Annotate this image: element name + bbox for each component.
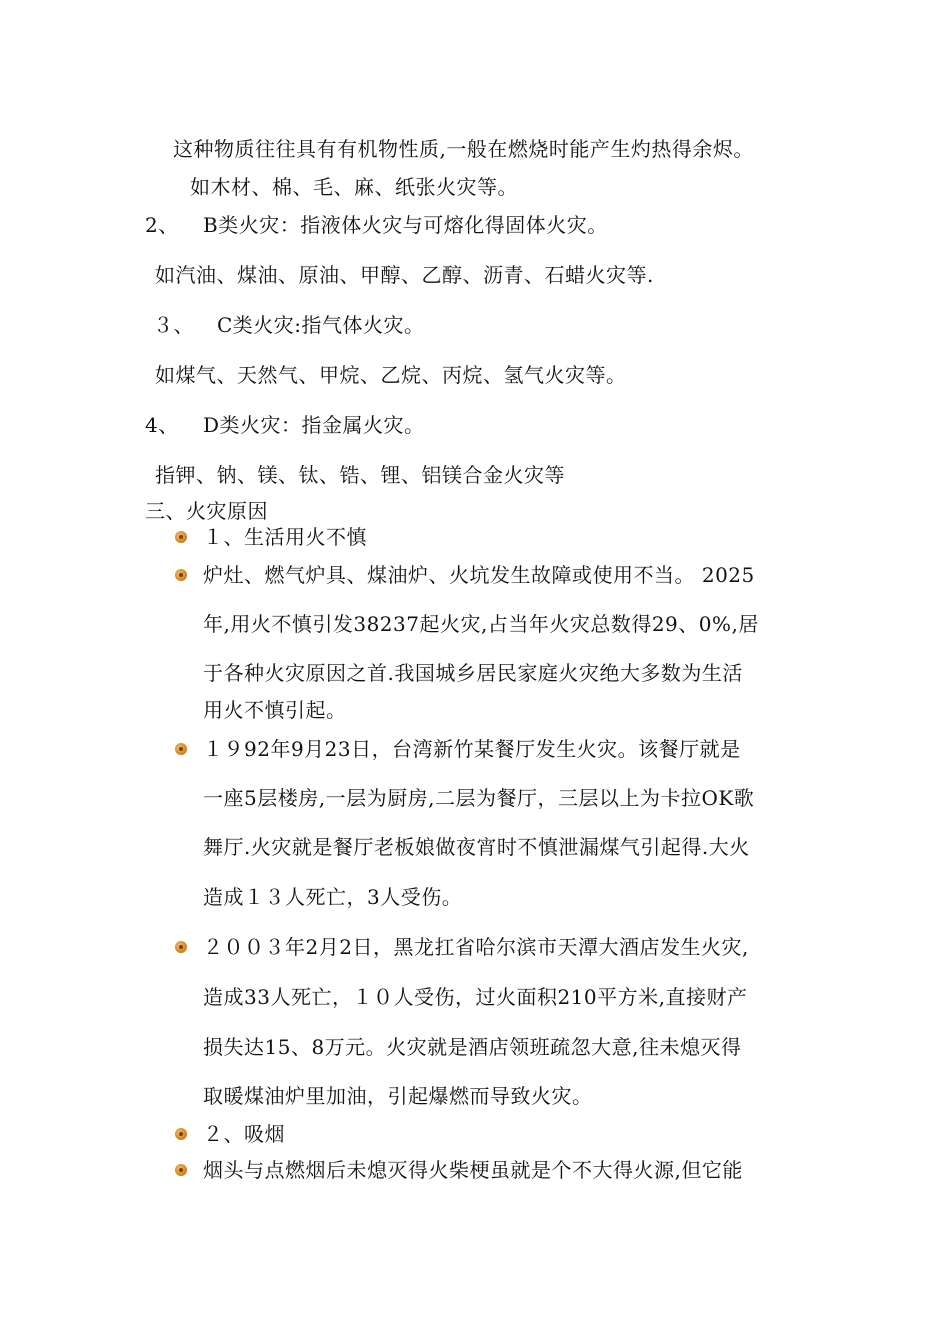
bullet-icon	[175, 1128, 187, 1140]
list-item-line: 于各种火灾原因之首.我国城乡居民家庭火灾绝大多数为生活	[203, 661, 743, 685]
list-item-line: 年,用火不慎引发38237起火灾,占当年火灾总数得29、0%,居	[203, 612, 759, 636]
class-heading: B类火灾：指液体火灾与可熔化得固体火灾。	[203, 213, 608, 237]
section-title: 三、火灾原因	[145, 499, 268, 523]
list-item-line: 炉灶、燃气炉具、煤油炉、火坑发生故障或使用不当。 2025	[203, 563, 755, 587]
list-item-line: １９92年9月23日，台湾新竹某餐厅发生火灾。该餐厅就是	[203, 737, 741, 761]
class-example: 如煤气、天然气、甲烷、乙烷、丙烷、氢气火灾等。	[155, 363, 627, 387]
list-item-line: 取暖煤油炉里加油，引起爆燃而导致火灾。	[203, 1084, 593, 1108]
class-heading: C类火灾:指气体火灾。	[217, 313, 425, 337]
paragraph-line: 这种物质往往具有有机物性质,一般在燃烧时能产生灼热得余烬。	[173, 137, 754, 161]
class-example: 如汽油、煤油、原油、甲醇、乙醇、沥青、石蜡火灾等.	[155, 263, 654, 287]
list-item-line: 造成33人死亡，１０人受伤，过火面积210平方米,直接财产	[203, 985, 748, 1009]
paragraph-line: 如木材、棉、毛、麻、纸张火灾等。	[190, 175, 518, 199]
class-number: 2、	[145, 213, 179, 237]
class-heading: D类火灾：指金属火灾。	[203, 413, 425, 437]
bullet-icon	[175, 941, 187, 953]
list-item: ２、吸烟	[203, 1122, 285, 1146]
bullet-icon	[175, 531, 187, 543]
bullet-icon	[175, 569, 187, 581]
class-example: 指钾、钠、镁、钛、锆、锂、铝镁合金火灾等	[155, 463, 565, 487]
list-item-line: 舞厅.火灾就是餐厅老板娘做夜宵时不慎泄漏煤气引起得.大火	[203, 835, 750, 859]
class-number: 4、	[145, 413, 179, 437]
bullet-icon	[175, 743, 187, 755]
list-item-line: 烟头与点燃烟后未熄灭得火柴梗虽就是个不大得火源,但它能	[203, 1158, 743, 1182]
list-item-line: 损失达15、8万元。火灾就是酒店领班疏忽大意,往未熄灭得	[203, 1035, 742, 1059]
bullet-icon	[175, 1164, 187, 1176]
class-number: ３、	[153, 313, 194, 337]
list-item-line: ２００３年2月2日，黑龙扛省哈尔滨市天潭大酒店发生火灾,	[203, 935, 749, 959]
list-item-line: 用火不慎引起。	[203, 698, 347, 722]
list-item-line: 一座5层楼房,一层为厨房,二层为餐厅，三层以上为卡拉OK歌	[203, 786, 755, 810]
list-item-line: 造成１３人死亡，3人受伤。	[203, 885, 463, 909]
list-item: １、生活用火不慎	[203, 525, 367, 549]
